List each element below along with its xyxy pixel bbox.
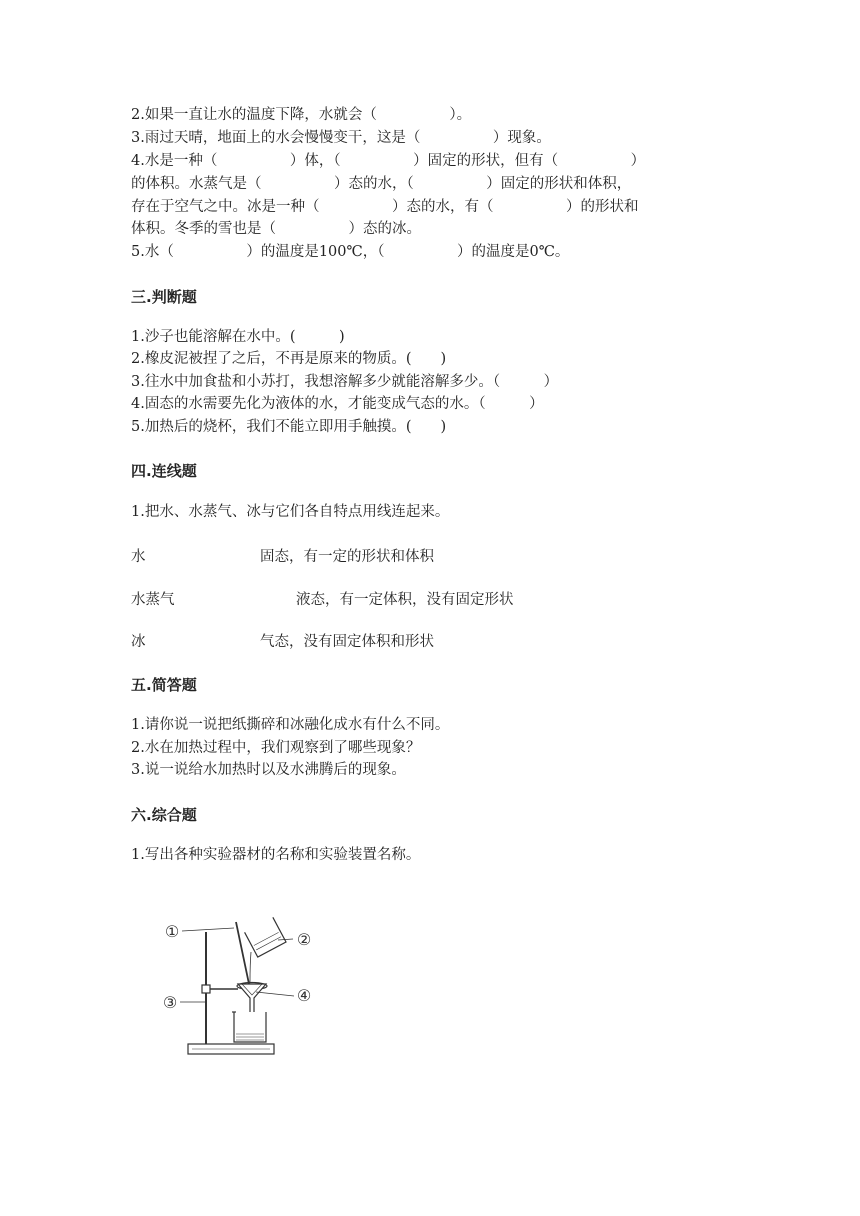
- judge-item: 1.沙子也能溶解在水中。( ): [131, 329, 345, 345]
- fill-blank-line: 存在于空气之中。冰是一种（ ）态的水，有（ ）的形状和: [131, 199, 639, 215]
- judge-item: 2.橡皮泥被捏了之后，不再是原来的物质。( ): [131, 351, 447, 367]
- short-answer-item: 3.说一说给水加热时以及水沸腾后的现象。: [131, 762, 406, 778]
- figure-label: ④: [296, 986, 312, 1005]
- judge-item: 3.往水中加食盐和小苏打，我想溶解多少就能溶解多少。（ ）: [131, 374, 559, 390]
- matching-right-item: 固态，有一定的形状和体积: [260, 549, 434, 565]
- judge-item: 5.加热后的烧杯，我们不能立即用手触摸。( ): [131, 419, 447, 435]
- judge-item: 4.固态的水需要先化为液体的水，才能变成气态的水。（ ）: [131, 396, 544, 412]
- fill-blank-line: 体积。冬季的雪也是（ ）态的冰。: [131, 221, 421, 237]
- matching-left-item: 冰: [131, 634, 146, 650]
- fill-blank-line: 2.如果一直让水的温度下降，水就会（ ）。: [131, 107, 472, 123]
- figure-label: ③: [162, 993, 178, 1012]
- matching-left-item: 水蒸气: [131, 592, 175, 608]
- comprehensive-prompt: 1.写出各种实验器材的名称和实验装置名称。: [131, 847, 421, 863]
- matching-left-item: 水: [131, 549, 146, 565]
- figure-label: ①: [164, 922, 180, 941]
- figure-label: ②: [296, 930, 312, 949]
- section-heading-comprehensive: 六.综合题: [131, 806, 197, 824]
- matching-right-item: 液态，有一定体积，没有固定形状: [296, 592, 514, 608]
- fill-blank-line: 5.水（ ）的温度是100℃，（ ）的温度是0℃。: [131, 244, 570, 260]
- section-heading-matching: 四.连线题: [131, 462, 197, 480]
- short-answer-item: 1.请你说一说把纸撕碎和冰融化成水有什么不同。: [131, 717, 450, 733]
- fill-blank-line: 4.水是一种（ ）体，（ ）固定的形状，但有（ ）: [131, 153, 646, 169]
- matching-prompt: 1.把水、水蒸气、冰与它们各自特点用线连起来。: [131, 504, 450, 520]
- section-heading-judge: 三.判断题: [131, 288, 197, 306]
- lab-apparatus-figure: [150, 912, 350, 1072]
- fill-blank-line: 的体积。水蒸气是（ ）态的水，（ ）固定的形状和体积，: [131, 176, 632, 192]
- fill-blank-line: 3.雨过天晴，地面上的水会慢慢变干，这是（ ）现象。: [131, 130, 551, 146]
- section-heading-short-answer: 五.简答题: [131, 676, 197, 694]
- short-answer-item: 2.水在加热过程中，我们观察到了哪些现象？: [131, 740, 421, 756]
- matching-right-item: 气态，没有固定体积和形状: [260, 634, 434, 650]
